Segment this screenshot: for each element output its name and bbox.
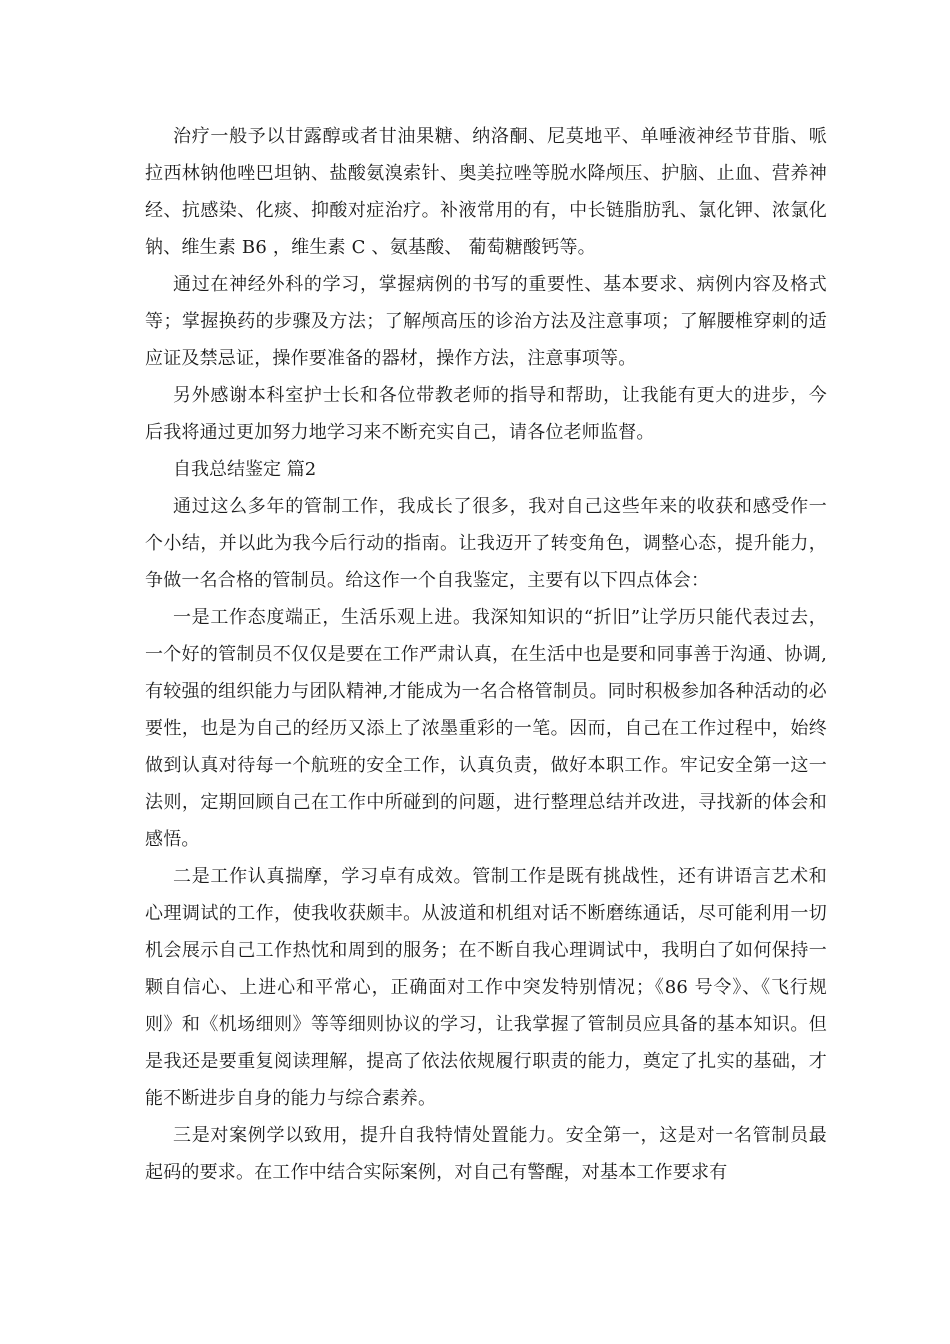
document-body xyxy=(145,118,827,1191)
paragraph-treatment: 治疗一般予以甘露醇或者甘油果糖、纳洛酮、尼莫地平、单唾液神经节苷脂、哌拉西林钠他唑巴坦钠、盐酸氨溴索针、奥美拉唑等脱水降颅压、护脑、止血、营养神经、抗感染、化痰、抑酸对症治疗。补液常用的有，中长链脂肪乳、氯化钾、浓氯化钠、维生素 B6 ，维生素 C 、氨基酸、 葡萄糖酸钙等。 xyxy=(145,126,827,258)
section-heading: 自我总结鉴定 篇2 xyxy=(173,459,317,480)
paragraph-thanks: 另外感谢本科室护士长和各位带教老师的指导和帮助，让我能有更大的进步，今后我将通过更加努力地学习来不断充实自己，请各位老师监督。 xyxy=(145,385,827,443)
paragraph-neurosurgery-study: 通过在神经外科的学习，掌握病例的书写的重要性、基本要求、病例内容及格式等；掌握换药的步骤及方法；了解颅高压的诊治方法及注意事项；了解腰椎穿刺的适应证及禁忌证，操作要准备的器材，操作方法，注意事项等。 xyxy=(145,274,827,369)
paragraph-point-two: 二是工作认真揣摩，学习卓有成效。管制工作是既有挑战性，还有讲语言艺术和心理调试的工作，使我收获颇丰。从波道和机组对话不断磨练通话，尽可能利用一切机会展示自己工作热忱和周到的服务；在不断自我心理调试中，我明白了如何保持一颗自信心、上进心和平常心，正确面对工作中突发特别情况；《86 号令》、《飞行规则》和《机场细则》等等细则协议的学习，让我掌握了管制员应具备的基本知识。但是我还是要重复阅读理解，提高了依法依规履行职责的能力，奠定了扎实的基础，才能不断进步自身的能力与综合素养。 xyxy=(145,866,827,1109)
paragraph-point-three: 三是对案例学以致用，提升自我特情处置能力。安全第一，这是对一名管制员最起码的要求。在工作中结合实际案例，对自己有警醒，对基本工作要求有 xyxy=(145,1125,827,1183)
paragraph-point-one: 一是工作态度端正，生活乐观上进。我深知知识的“折旧”让学历只能代表过去，一个好的管制员不仅仅是要在工作严肃认真，在生活中也是要和同事善于沟通、协调,有较强的组织能力与团队精神,才能成为一名合格管制员。同时积极参加各种活动的必要性，也是为自己的经历又添上了浓墨重彩的一笔。因而，自己在工作过程中，始终做到认真对待每一个航班的安全工作，认真负责，做好本职工作。牢记安全第一这一法则，定期回顾自己在工作中所碰到的问题，进行整理总结并改进，寻找新的体会和感悟。 xyxy=(145,607,827,850)
paragraph-intro: 通过这么多年的管制工作，我成长了很多，我对自己这些年来的收获和感受作一个小结，并以此为我今后行动的指南。让我迈开了转变角色，调整心态，提升能力，争做一名合格的管制员。给这作一个自我鉴定，主要有以下四点体会： xyxy=(145,496,827,591)
